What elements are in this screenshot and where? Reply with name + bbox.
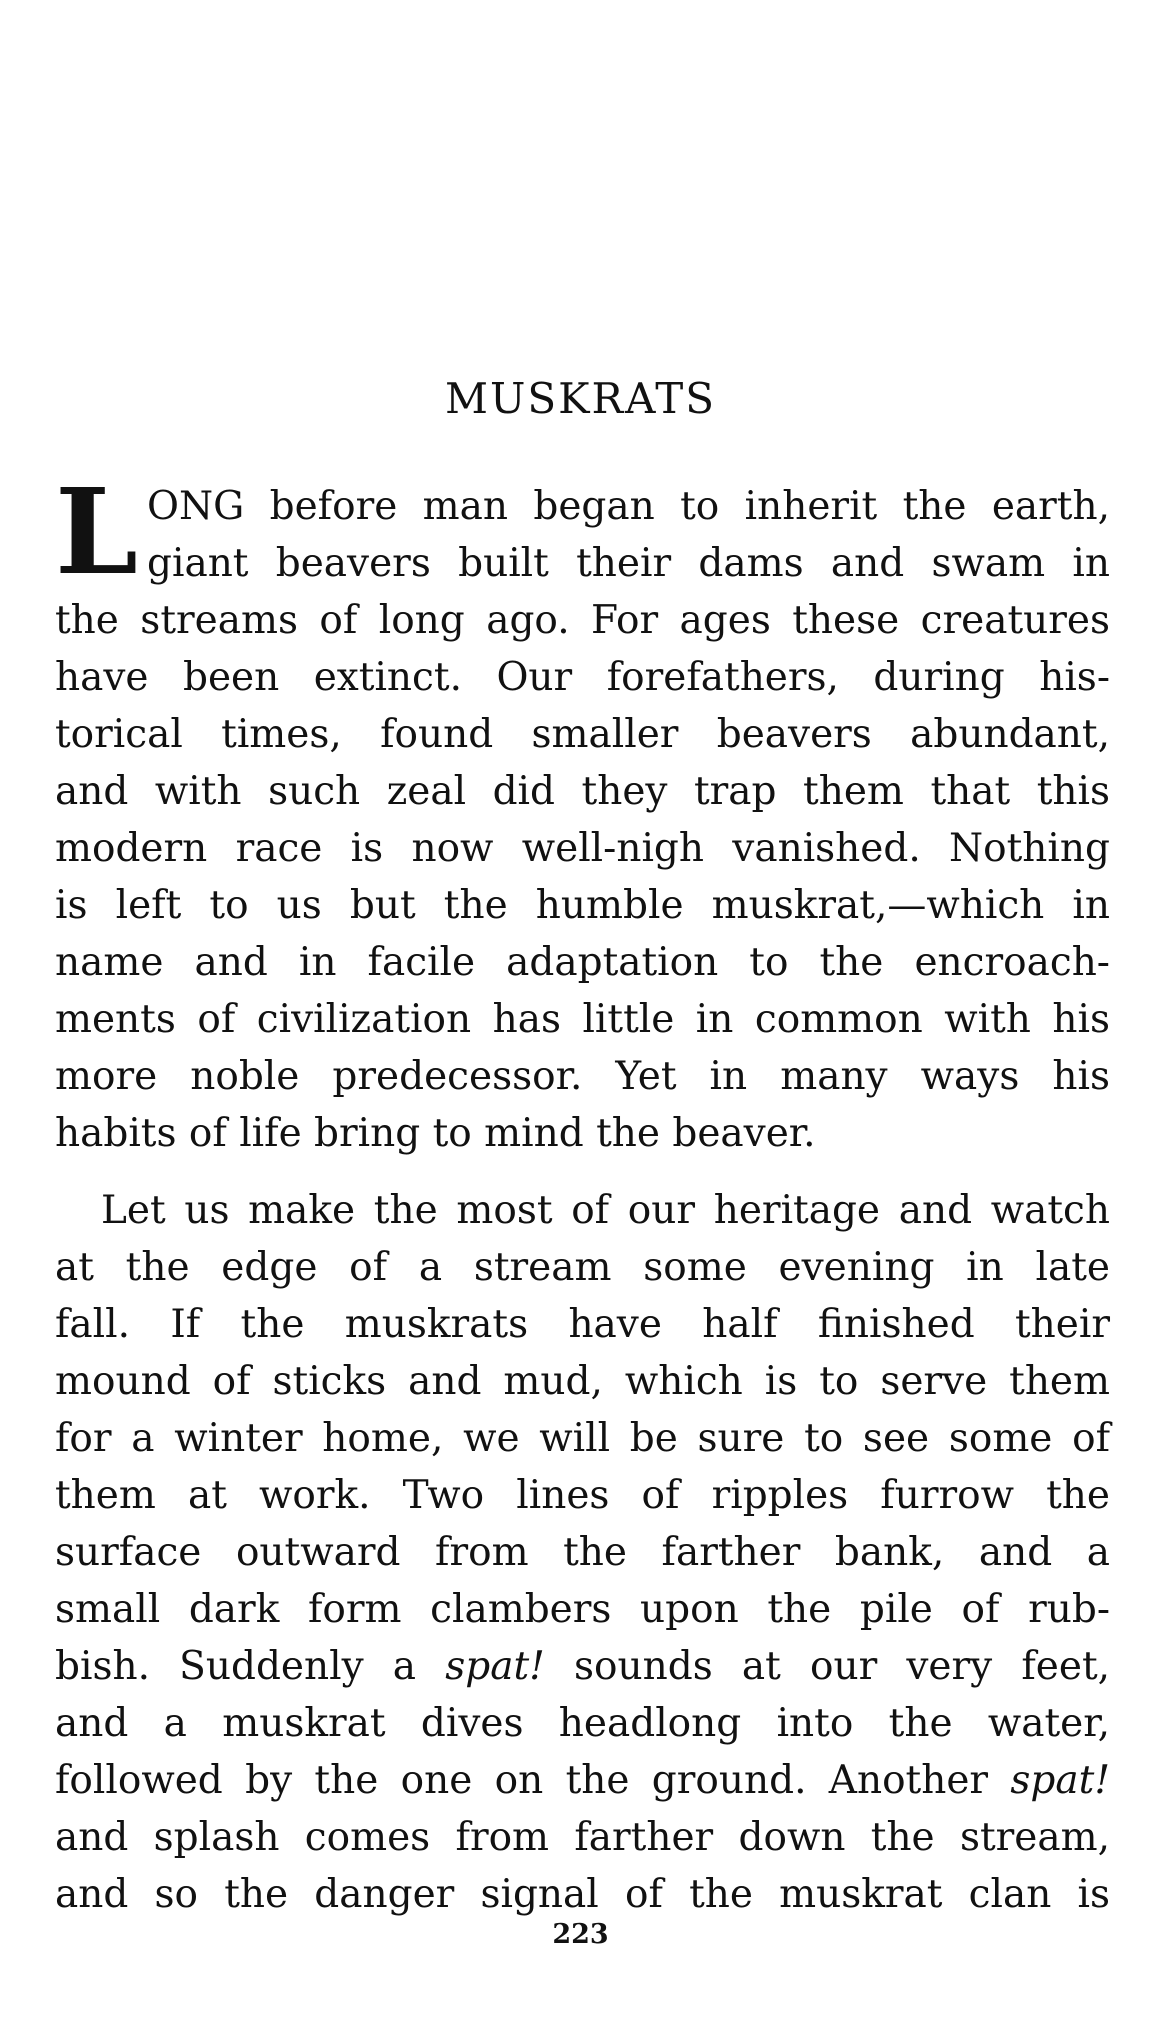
chapter-title: MUSKRATS bbox=[445, 374, 716, 423]
italic-word: spat! bbox=[445, 1644, 545, 1689]
text-line: ONG before man began to inherit the earth, bbox=[147, 484, 1110, 529]
text-line: torical times, found smaller beavers abundant, bbox=[55, 712, 1110, 757]
text-line: and splash comes from farther down the stream, bbox=[55, 1815, 1110, 1860]
text-line: mound of sticks and mud, which is to serve them bbox=[55, 1359, 1110, 1404]
text-segment: bish. Suddenly a bbox=[55, 1644, 417, 1689]
text-line: the streams of long ago. For ages these creatures bbox=[55, 598, 1110, 643]
paragraph-1 bbox=[55, 462, 1110, 1162]
text-line: at the edge of a stream some evening in late bbox=[55, 1245, 1110, 1290]
text-line-with-italic bbox=[55, 1638, 1110, 1695]
page-number: 223 bbox=[552, 1919, 609, 1950]
text-line: them at work. Two lines of ripples furrow the bbox=[55, 1473, 1110, 1518]
text-line: fall. If the muskrats have half finished their bbox=[55, 1302, 1110, 1347]
text-segment: sounds at our very feet, bbox=[574, 1644, 1111, 1689]
text-line: and a muskrat dives headlong into the water, bbox=[55, 1701, 1110, 1746]
text-line: surface outward from the farther bank, and a bbox=[55, 1530, 1110, 1575]
text-line: have been extinct. Our forefathers, during his- bbox=[55, 655, 1110, 700]
text-line-with-italic bbox=[55, 1752, 1110, 1809]
paragraph-2 bbox=[55, 1182, 1110, 1923]
text-line: ments of civilization has little in common with his bbox=[55, 997, 1110, 1042]
text-line: name and in facile adaptation to the encroach- bbox=[55, 940, 1110, 985]
text-line: habits of life bring to mind the beaver. bbox=[55, 1111, 816, 1156]
text-line: small dark form clambers upon the pile of rub- bbox=[55, 1587, 1110, 1632]
italic-word: spat! bbox=[1010, 1758, 1110, 1803]
text-line: giant beavers built their dams and swam in bbox=[147, 541, 1110, 586]
text-line: more noble predecessor. Yet in many ways his bbox=[55, 1054, 1110, 1099]
text-line: and with such zeal did they trap them that this bbox=[55, 769, 1110, 814]
drop-cap: L bbox=[55, 462, 138, 601]
text-line: Let us make the most of our heritage and watch bbox=[101, 1188, 1110, 1233]
text-line: for a winter home, we will be sure to see some of bbox=[55, 1416, 1110, 1461]
text-segment: followed by the one on the ground. Another bbox=[55, 1758, 989, 1803]
text-line: and so the danger signal of the muskrat clan is bbox=[55, 1872, 1110, 1917]
text-line: is left to us but the humble muskrat,—which in bbox=[55, 883, 1110, 928]
text-line: modern race is now well-nigh vanished. Nothing bbox=[55, 826, 1110, 871]
